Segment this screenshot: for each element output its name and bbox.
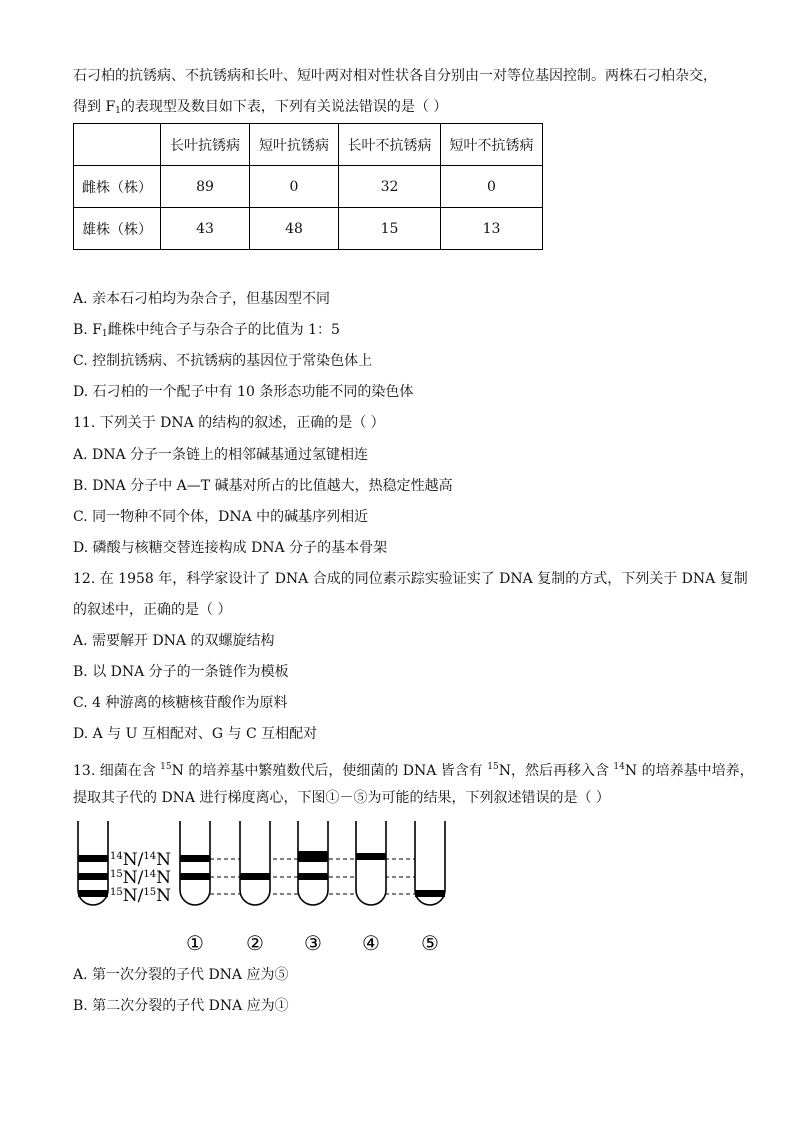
tube-number: ③	[304, 931, 322, 955]
band-label: $^{14}$N/$^{14}$N	[110, 850, 171, 870]
table-cell: 15	[339, 208, 441, 250]
q12-option-a: A. 需要解开 DNA 的双螺旋结构	[73, 633, 275, 649]
tube-5	[415, 821, 445, 905]
table-row	[74, 166, 543, 208]
q10-stem-line1: 石刁柏的抗锈病、不抗锈病和长叶、短叶两对相对性状各自分别由一对等位基因控制。两株石刁柏杂交，	[73, 68, 717, 84]
tube-1	[180, 821, 210, 905]
tube-number: ⑤	[421, 931, 439, 955]
q10-option-b: B. $F_1$雌株中纯合子与杂合子的比值为 1：5	[73, 322, 340, 339]
table-cell: 32	[339, 166, 441, 208]
band-15n15n	[78, 890, 108, 897]
q12-option-b: B. 以 DNA 分子的一条链作为模板	[73, 664, 289, 680]
table-header-cell: 长叶不抗锈病	[339, 124, 441, 166]
tube-number: ②	[246, 931, 264, 955]
q11-option-c: C. 同一物种不同个体，DNA 中的碱基序列相近	[73, 509, 369, 525]
q11-option-d: D. 磷酸与核糖交替连接构成 DNA 分子的基本骨架	[73, 540, 388, 556]
q12-stem-line2: 的叙述中，正确的是（ ）	[73, 602, 232, 618]
table-cell: 雌株（株）	[74, 166, 161, 208]
phenotype-table	[73, 123, 543, 250]
table-header-cell: 短叶抗锈病	[250, 124, 339, 166]
q10-option-c: C. 控制抗锈病、不抗锈病的基因位于常染色体上	[73, 353, 373, 369]
q13-stem-line1: 13. 细菌在含 $^{15}$N 的培养基中繁殖数代后，使细菌的 DNA 皆含有 $^{15}$N，然后再移入含 $^{14}$N 的培养基中培养，	[73, 762, 754, 779]
q13-stem-line2: 提取其子代的 DNA 进行梯度离心，下图①－⑤为可能的结果，下列叙述错误的是（ ）	[73, 790, 610, 806]
band-label: $^{15}$N/$^{15}$N	[110, 886, 171, 906]
table-header-cell: 长叶抗锈病	[161, 124, 250, 166]
q12-stem-line1: 12. 在 1958 年，科学家设计了 DNA 合成的同位素示踪实验证实了 DNA 复制的方式，下列关于 DNA 复制	[73, 571, 748, 587]
q10-stem-line2: 得到 $F_1$的表现型及数目如下表，下列有关说法错误的是（ ）	[73, 99, 448, 116]
tube-2	[240, 821, 270, 905]
band-label: $^{15}$N/$^{14}$N	[110, 868, 171, 888]
tube-numbers	[186, 931, 439, 955]
q11-option-a: A. DNA 分子一条链上的相邻碱基通过氢键相连	[73, 447, 369, 463]
q12-option-d: D. A 与 U 互相配对、G 与 C 互相配对	[73, 726, 318, 742]
q10-option-d: D. 石刁柏的一个配子中有 10 条形态功能不同的染色体	[73, 384, 414, 400]
tube-4	[356, 821, 386, 905]
table-header-cell	[74, 124, 161, 166]
q12-option-c: C. 4 种游离的核糖核苷酸作为原料	[73, 695, 288, 711]
tube-number: ①	[186, 931, 204, 955]
table-cell: 雄株（株）	[74, 208, 161, 250]
tube-3	[298, 821, 328, 905]
table-cell: 0	[441, 166, 543, 208]
dna-centrifuge-figure	[70, 818, 460, 958]
band-15n14n	[78, 873, 108, 880]
table-header-row	[74, 124, 543, 166]
q13-option-a: A. 第一次分裂的子代 DNA 应为⑤	[73, 967, 289, 983]
q11-option-b: B. DNA 分子中 A—T 碱基对所占的比值越大，热稳定性越高	[73, 478, 453, 494]
reference-tube	[78, 821, 108, 905]
table-cell: 48	[250, 208, 339, 250]
table-header-cell: 短叶不抗锈病	[441, 124, 543, 166]
q13-option-b: B. 第二次分裂的子代 DNA 应为①	[73, 998, 289, 1014]
table-cell: 89	[161, 166, 250, 208]
band-14n14n	[78, 855, 108, 862]
tube-number: ④	[362, 931, 380, 955]
table-row	[74, 208, 543, 250]
q10-option-a: A. 亲本石刁柏均为杂合子，但基因型不同	[73, 291, 331, 307]
table-cell: 0	[250, 166, 339, 208]
band-labels	[110, 850, 171, 906]
table-cell: 43	[161, 208, 250, 250]
table-cell: 13	[441, 208, 543, 250]
q11-stem: 11. 下列关于 DNA 的结构的叙述，正确的是（ ）	[73, 415, 385, 431]
